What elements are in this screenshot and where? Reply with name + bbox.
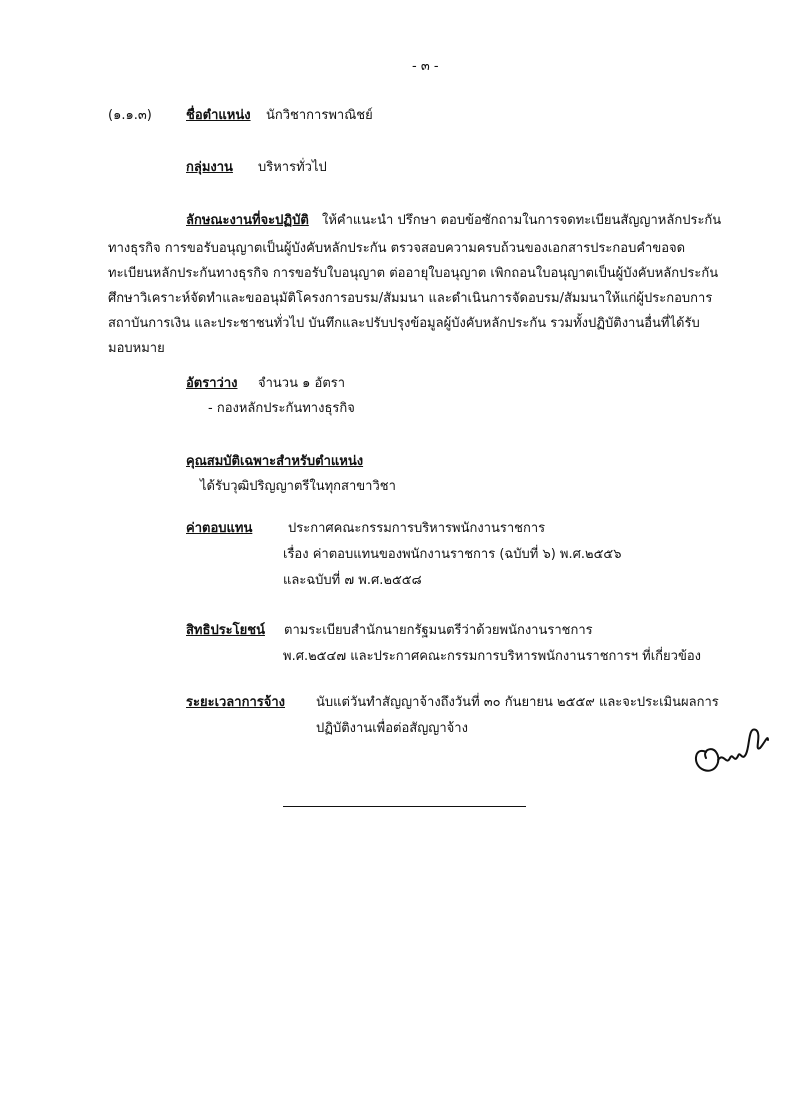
term-line: นับแต่วันทำสัญญาจ้างถึงวันที่ ๓๐ กันยายน ๒๕๕๙ และจะประเมินผลการ bbox=[316, 695, 719, 710]
compensation-label: ค่าตอบแทน bbox=[186, 521, 253, 536]
benefits-line: ตามระเบียบสำนักนายกรัฐมนตรีว่าด้วยพนักงานราชการ bbox=[284, 623, 593, 638]
term-label: ระยะเวลาการจ้าง bbox=[186, 695, 285, 710]
position-label: ชื่อตำแหน่ง bbox=[186, 108, 251, 123]
duties-paragraph bbox=[108, 236, 758, 361]
vacancy-unit: - กองหลักประกันทางธุรกิจ bbox=[208, 401, 355, 416]
benefits-label: สิทธิประโยชน์ bbox=[186, 623, 265, 638]
group-value: บริหารทั่วไป bbox=[258, 160, 327, 175]
vacancy-value: จำนวน ๑ อัตรา bbox=[258, 376, 346, 391]
duties-line: ศึกษาวิเคราะห์จัดทำและขออนุมัติโครงการอบรม/สัมมนา และดำเนินการจัดอบรม/สัมมนาให้แก่ผู้ประกอบการ bbox=[108, 291, 713, 306]
vacancy-label: อัตราว่าง bbox=[186, 376, 238, 391]
position-value: นักวิชาการพาณิชย์ bbox=[266, 108, 373, 123]
compensation-line: ประกาศคณะกรรมการบริหารพนักงานราชการ bbox=[288, 521, 546, 536]
duties-line: ทางธุรกิจ การขอรับอนุญาตเป็นผู้บังคับหลักประกัน ตรวจสอบความครบถ้วนของเอกสารประกอบคำขอจด bbox=[108, 241, 686, 256]
signature-icon bbox=[688, 716, 772, 778]
duties-line: ให้คำแนะนำ ปรึกษา ตอบข้อซักถามในการจดทะเบียนสัญญาหลักประกัน bbox=[322, 213, 722, 228]
qualification-label: คุณสมบัติเฉพาะสำหรับตำแหน่ง bbox=[186, 454, 364, 469]
compensation-line: เรื่อง ค่าตอบแทนของพนักงานราชการ (ฉบับที่ ๖) พ.ศ.๒๕๕๖ bbox=[283, 547, 622, 562]
qualification-value: ได้รับวุฒิปริญญาตรีในทุกสาขาวิชา bbox=[200, 479, 396, 494]
group-label: กลุ่มงาน bbox=[186, 160, 233, 175]
page-number: - ๓ - bbox=[412, 59, 439, 74]
term-line: ปฏิบัติงานเพื่อต่อสัญญาจ้าง bbox=[316, 721, 468, 736]
duties-label: ลักษณะงานที่จะปฏิบัติ bbox=[186, 213, 309, 228]
closing-rule bbox=[283, 806, 526, 807]
compensation-line: และฉบับที่ ๗ พ.ศ.๒๕๕๘ bbox=[283, 573, 422, 588]
duties-line: มอบหมาย bbox=[108, 341, 165, 356]
section-number: (๑.๑.๓) bbox=[108, 108, 152, 123]
benefits-line: พ.ศ.๒๕๔๗ และประกาศคณะกรรมการบริหารพนักงานราชการฯ ที่เกี่ยวข้อง bbox=[283, 649, 701, 664]
duties-line: สถาบันการเงิน และประชาชนทั่วไป บันทึกและปรับปรุงข้อมูลผู้บังคับหลักประกัน รวมทั้งปฏิบัติงานอื่นที่ได้รับ bbox=[108, 316, 700, 331]
duties-line: ทะเบียนหลักประกันทางธุรกิจ การขอรับใบอนุญาต ต่ออายุใบอนุญาต เพิกถอนใบอนุญาตเป็นผู้บังคับหลักประกัน bbox=[108, 266, 719, 281]
